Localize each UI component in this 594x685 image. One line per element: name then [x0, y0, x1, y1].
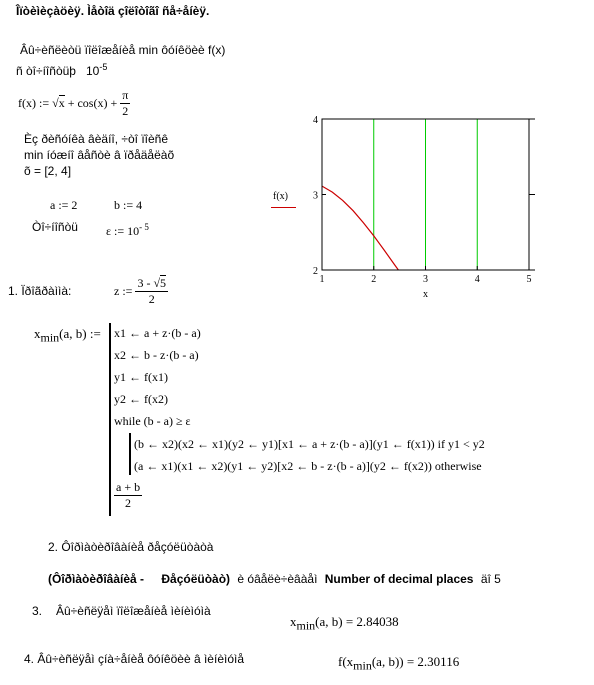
format-menu: (Ôîðìàòèðîâàíèå -: [48, 572, 145, 586]
page-title: Îïòèìèçàöèÿ. Ìåòîä çîëîòîãî ñå÷åíèÿ.: [16, 4, 210, 18]
s3-x: x: [290, 614, 297, 629]
pi-symbol: π: [122, 88, 129, 102]
task-statement: Âû÷èñëèòü ïîëîæåíèå min ôóíêöèè f(x): [20, 43, 226, 57]
format-decimal-places: Number of decimal places: [324, 572, 474, 586]
z-definition: [114, 276, 168, 307]
task-tolerance-value: 10: [85, 64, 100, 78]
program-line-otherwise: (a ← x1)(x1 ← x2)(y1 ← y2)[x2 ← b - z·(b - a)](y2 ← f(x2)) otherwise: [134, 459, 482, 473]
x-tick-label-3: 3: [423, 274, 428, 285]
s4-rest: (a, b)) = 2.30116: [371, 654, 460, 669]
prog-head-sub: min: [40, 330, 60, 345]
section-1-label: 1. Ïðîãðàììà:: [8, 284, 72, 298]
program-return: [114, 480, 142, 511]
section-3-text: Âû÷èñëÿåì ïîëîæåíèå ìèíèìóìà: [56, 604, 211, 618]
s3-rest: (a, b) = 2.84038: [315, 614, 399, 629]
section-2-label: 2. Ôîðìàòèðîâàíèå ðåçóëüòàòà: [48, 540, 214, 554]
chart-legend-line: [271, 207, 296, 208]
program-bar-inner: [129, 433, 131, 475]
prog-head-args: (a, b) :=: [59, 326, 101, 341]
x-tick-label-2: 2: [371, 274, 377, 285]
z-numerator: 3 - √5: [137, 276, 167, 290]
plot-note-2: min íóæíî âåñòè â ïðåäåëàõ: [24, 148, 175, 162]
x-axis-label: x: [423, 289, 428, 300]
two: 2: [122, 104, 129, 118]
format-instruction: [48, 572, 501, 586]
x-tick-label-4: 4: [474, 274, 480, 285]
format-value: äî 5: [480, 572, 501, 586]
plot-note-1: Èç ðèñóíêà âèäíî, ÷òî ïîèñê: [24, 132, 169, 146]
format-result: Ðåçóëüòàò): [161, 572, 231, 586]
section-3-result: [290, 614, 399, 634]
task-tolerance-exp: -5: [99, 62, 108, 72]
x-tick-label-5: 5: [526, 274, 532, 285]
task-tolerance-label: ñ òî÷íîñòüþ: [16, 64, 76, 78]
y-tick-label-4: 4: [313, 115, 318, 126]
format-increase: è óâåëè÷èâàåì: [237, 572, 318, 586]
return-denominator: 2: [125, 496, 132, 510]
chart: [305, 110, 565, 300]
program-line-1: x1 ← a + z·(b - a): [114, 326, 201, 340]
program-line-2: x2 ← b - z·(b - a): [114, 348, 199, 362]
s3-sub: min: [296, 618, 316, 633]
eps-definition: [106, 222, 149, 239]
y-tick-label-3: 3: [313, 190, 318, 202]
pi-over-two: [120, 88, 130, 119]
prog-head-x: x: [34, 326, 41, 341]
assign-a: a := 2: [50, 198, 78, 212]
s4-pre: f(x: [338, 654, 354, 669]
program-line-if: (b ← x2)(x2 ← x1)(y2 ← y1)[x1 ← a + z·(b - a)](y1 ← f(x1)) if y1 < y2: [134, 437, 485, 451]
eps-exp: - 5: [139, 222, 149, 232]
assign-b: b := 4: [114, 198, 143, 212]
eps-lhs: ε := 10: [106, 224, 140, 238]
task-tolerance: [16, 62, 107, 78]
z-lhs: z :=: [114, 284, 133, 298]
sqrt-arg: x: [58, 96, 65, 110]
section-3-label: 3.: [32, 604, 43, 618]
return-fraction: [114, 480, 142, 511]
z-denominator: 2: [148, 292, 155, 306]
section-4-label: 4. Âû÷èñëÿåì çíà÷åíèå ôóíêöèè â ìèíèìóìå: [24, 652, 245, 666]
section-4-result: [338, 654, 459, 674]
sqrt-symbol: √x: [52, 96, 65, 110]
y-tick-label-2: 2: [313, 266, 318, 277]
program-line-while: while (b - a) ≥ ε: [114, 414, 191, 428]
function-definition: [18, 88, 130, 119]
accuracy-label: Òî÷íîñòü: [32, 220, 78, 234]
s4-sub: min: [353, 658, 372, 673]
program-bar-outer: [109, 323, 111, 516]
program-line-4: y2 ← f(x2): [114, 392, 168, 406]
plot-note-3: õ = [2, 4]: [24, 164, 72, 178]
program-header: [34, 326, 101, 346]
z-fraction: [135, 276, 168, 307]
func-lhs: f(x) :=: [18, 96, 50, 110]
program-line-3: y1 ← f(x1): [114, 370, 168, 384]
z-num-a: 3 -: [137, 276, 151, 290]
x-tick-label-1: 1: [319, 274, 325, 285]
chart-legend-label: f(x): [273, 191, 288, 202]
func-mid: + cos(x) +: [67, 96, 118, 110]
z-num-sqrt: 5: [160, 276, 167, 290]
return-numerator: a + b: [116, 480, 141, 494]
